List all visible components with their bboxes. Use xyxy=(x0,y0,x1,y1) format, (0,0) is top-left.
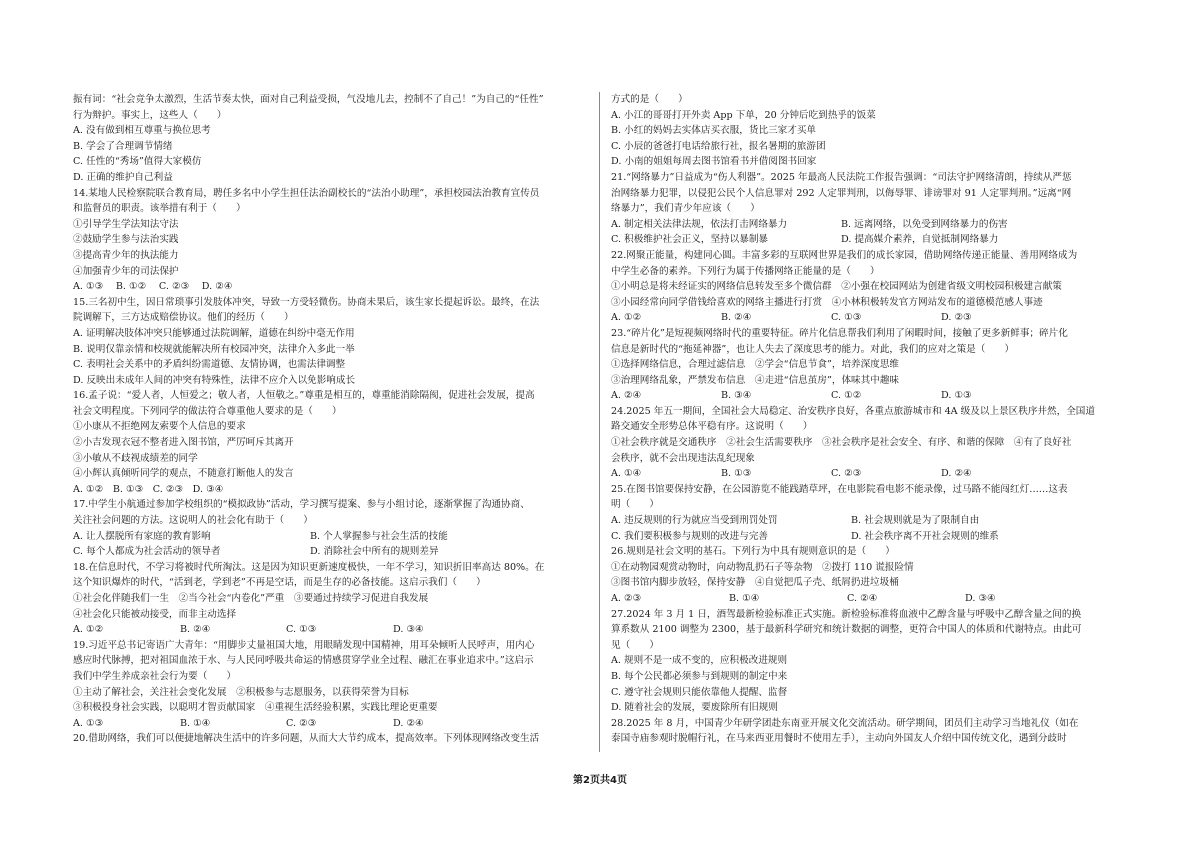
text-line: ①选择网络信息，合理过滤信息 ②学会“信息节食”，培养深度思维 xyxy=(611,359,900,371)
text-line: ③积极投身社会实践，以聪明才智贡献国家 ④重视生活经验积累，实践比理论更重要 xyxy=(73,702,438,714)
option-text: A. ②③ xyxy=(611,593,642,604)
text-line: 21.“网络暴力”日益成为“伤人利器”。2025 年最高人民法院工作报告强调：“司法守护网络清朗，持续从严惩 xyxy=(611,171,1072,183)
text-line xyxy=(73,716,618,732)
text-line: B. 说明仅靠亲情和校规就能解决所有校园冲突，法律介入多此一举 xyxy=(73,343,355,355)
text-line: 这个知识爆炸的时代，“活到老，学到老”不再是空话，而是生存的必备技能。这启示我们（ ） xyxy=(73,577,486,589)
option-text: B. 社会规则就是为了限制自由 xyxy=(851,515,980,527)
text-line: D. 正确的维护自己利益 xyxy=(73,171,173,183)
text-line: ①在动物园观赏动物时，向动物乱扔石子等杂物 ②拨打 110 谎报险情 xyxy=(611,561,914,573)
text-line: 18.在信息时代，不学习将被时代所淘汰。这是因为知识更新速度极快，一年不学习，知识折旧率高达 80%。在 xyxy=(73,561,545,573)
option-text: D. ①③ xyxy=(941,390,972,402)
text-line: 治网络暴力犯罪，以侵犯公民个人信息罪对 292 人定罪判刑，以侮辱罪、诽谤罪对 91 人定罪判刑。”远离“网 xyxy=(611,187,1072,199)
text-line: 28.2025 年 8 月，中国青少年研学团赴东南亚开展文化交流活动。研学期间，团员们主动学习当地礼仪（如在 xyxy=(611,717,1079,729)
option-text: B. ②④ xyxy=(721,312,752,324)
option-text: A. 让人摆脱所有家庭的教育影响 xyxy=(73,530,211,542)
text-line: 我们中学生养成亲社会行为要（ ） xyxy=(73,670,237,682)
text-line xyxy=(611,388,1159,404)
text-line: 27.2024 年 3 月 1 日，酒驾最新检验标准正式实施。新检验标准将血液中乙醇含量与呼吸中乙醇含量之间的换 xyxy=(611,608,1082,620)
text-line: 和监督员的职责。该举措有利于（ ） xyxy=(73,203,246,215)
text-line: D. 小南的姐姐每周去图书馆看书并借阅图书回家 xyxy=(611,156,817,168)
text-line: B. 学会了合理调节情绪 xyxy=(73,140,173,152)
option-text: D. ②④ xyxy=(393,717,424,729)
text-line: 17.中学生小航通过参加学校组织的“模拟政协”活动，学习撰写提案、参与小组讨论，逐渐掌握了沟通协商、 xyxy=(73,499,530,511)
option-text: D. 提高媒介素养，自觉抵制网络暴力 xyxy=(841,234,999,246)
text-line: D. 随着社会的发展，要废除所有旧规则 xyxy=(611,702,778,714)
text-line xyxy=(73,529,618,545)
text-line: 15.三名初中生，因日常琐事引发肢体冲突，导致一方受轻微伤。协商未果后，该生家长提起诉讼。最终，在法 xyxy=(73,296,540,308)
text-line: 24.2025 年五一期间，全国社会大局稳定、治安秩序良好，各重点旅游城市和 4A 级及以上景区秩序井然，全国道 xyxy=(611,405,1095,417)
option-text: A. ①② xyxy=(73,624,104,636)
text-line: 路交通安全形势总体平稳有序。这说明（ ） xyxy=(611,421,813,433)
text-line: 感应时代脉搏，把对祖国血浓于水、与人民同呼吸共命运的情感贯穿学业全过程、融汇在事业追求中。”这启示 xyxy=(73,655,534,667)
text-line: 泰国寺庙参观时脱帽行礼，在马来西亚用餐时不使用左手），主动向外国友人介绍中国传统文化，遇到分歧时 xyxy=(611,733,1067,745)
option-text: A. ①② xyxy=(611,312,642,324)
text-line: ①社会化伴随我们一生 ②当今社会“内卷化”严重 ③要通过持续学习促进自我发展 xyxy=(73,593,429,604)
text-line: ③提高青少年的执法能力 xyxy=(73,249,179,261)
text-line: 16.孟子说：“爱人者，人恒爱之；敬人者，人恒敬之。”尊重是相互的，尊重能消除隔阂，促进社会发展，提高 xyxy=(73,390,535,402)
text-line: C. 遵守社会规则只能依靠他人提醒、监督 xyxy=(611,686,788,698)
text-line: C. 小辰的爸爸打电话给旅行社，报名暑期的旅游团 xyxy=(611,140,826,152)
option-text: B. ③④ xyxy=(721,390,752,402)
text-line xyxy=(611,310,1159,326)
text-line: 25.在图书馆要保持安静，在公园游览不能践踏草坪，在电影院看电影不能录像，过马路不能闯红灯……这表 xyxy=(611,483,1068,495)
text-line: ①社会秩序就是交通秩序 ②社会生活需要秩序 ③社会秩序是社会安全、有序、和谐的保障 ④有了良好社 xyxy=(611,437,1072,449)
text-line xyxy=(611,513,1159,529)
text-line: A. 没有做到相互尊重与换位思考 xyxy=(73,125,211,137)
left-column xyxy=(73,92,618,747)
option-text: A. ①③ xyxy=(73,717,104,729)
text-line: 行为辩护。事实上，这些人（ ） xyxy=(73,109,227,121)
text-line xyxy=(611,466,1159,482)
text-line: 19.习近平总书记寄语广大青年：“用脚步丈量祖国大地，用眼睛发现中国精神，用耳朵倾听人民呼声，用内心 xyxy=(73,639,535,651)
option-text: B. 个人掌握参与社会生活的技能 xyxy=(310,530,448,542)
option-text: B. ①④ xyxy=(729,593,760,604)
text-line: A. ①③ B. ①② C. ②③ D. ②④ xyxy=(73,281,233,293)
text-line: ①引导学生学法知法守法 xyxy=(73,218,179,230)
option-text: C. ②④ xyxy=(847,593,878,604)
text-line: 22.网聚正能量，构建同心圆。丰富多彩的互联网世界是我们的成长家园，借助网络传递正能量、善用网络成为 xyxy=(611,249,1078,261)
option-text: A. ②④ xyxy=(611,390,642,402)
text-line: D. 反映出未成年人间的冲突有特殊性，法律不应介入以免影响成长 xyxy=(73,374,356,386)
text-line: 算系数从 2100 调整为 2300，基于最新科学研究和统计数据的调整，更符合中国人的体质和代谢特点。由此可 xyxy=(611,624,1082,636)
text-line xyxy=(73,544,618,560)
option-text: C. ①③ xyxy=(831,312,862,324)
text-line: 20.借助网络，我们可以便捷地解决生活中的许多问题，从而大大节约成本，提高效率。下列体现网络改变生活 xyxy=(73,733,540,745)
text-line: 明（ ） xyxy=(611,499,659,511)
text-line: ④社会化只能被动接受，而非主动选择 xyxy=(73,608,237,620)
text-line: ③小敏从不歧视成绩差的同学 xyxy=(73,452,198,464)
text-line: A. 小江的哥哥打开外卖 App 下单，20 分钟后吃到热乎的饭菜 xyxy=(611,109,876,121)
text-line: 络暴力”，我们青少年应该（ ） xyxy=(611,203,760,215)
text-line: 14.某地人民检察院联合教育局，聘任多名中小学生担任法治副校长的“法治小助理”，承担校园法治教育宣传员 xyxy=(73,187,540,199)
text-line: C. 表明社会关系中的矛盾纠纷需道德、友情协调，也需法律调整 xyxy=(73,359,346,371)
text-line: 社会文明程度。下列同学的做法符合尊重他人要求的是（ ） xyxy=(73,405,342,417)
text-line xyxy=(611,217,1159,233)
text-line: ②小吉发现衣冠不整者进入图书馆，严厉呵斥其离开 xyxy=(73,437,294,449)
right-column xyxy=(611,92,1159,747)
option-text: C. 积极维护社会正义，坚持以暴制暴 xyxy=(611,234,769,246)
option-text: D. ②④ xyxy=(941,468,972,480)
text-line: ④小辉认真倾听同学的观点，不随意打断他人的发言 xyxy=(73,468,294,480)
text-line: 信息是新时代的“拖延神器”，也让人失去了深度思考的能力。对此，我们的应对之策是（ ） xyxy=(611,343,1015,355)
text-line: ③治理网络乱象，严禁发布信息 ④走进“信息茧房”，体味其中趣味 xyxy=(611,374,900,386)
text-line: 关注社会问题的方法。这说明人的社会化有助于（ ） xyxy=(73,515,313,527)
option-text: C. 每个人都成为社会活动的领导者 xyxy=(73,546,221,558)
text-line: B. 每个公民都必须参与到规则的制定中来 xyxy=(611,670,788,682)
text-line: ②鼓励学生参与法治实践 xyxy=(73,234,179,246)
text-line: 方式的是（ ） xyxy=(611,94,688,105)
text-line: ③图书馆内脚步放轻，保持安静 ④自觉把瓜子壳、纸屑扔进垃圾桶 xyxy=(611,577,899,589)
option-text: C. ②③ xyxy=(831,468,862,480)
option-text: D. 社会秩序离不开社会规则的维系 xyxy=(851,530,999,542)
option-text: C. ①② xyxy=(831,390,862,402)
text-line: A. 证明解决肢体冲突只能够通过法院调解，道德在纠纷中毫无作用 xyxy=(73,327,355,339)
text-line xyxy=(73,622,618,638)
option-text: B. ②④ xyxy=(180,624,211,636)
text-line: ①小明总是将未经证实的网络信息转发至多个微信群 ②小强在校园网站为创建省级文明校园积极建言献策 xyxy=(611,281,1062,293)
text-line: A. ①② B. ①③ C. ②③ D. ③④ xyxy=(73,483,224,495)
text-line: A. 规则不是一成不变的，应积极改进规则 xyxy=(611,655,788,667)
text-line: 见（ ） xyxy=(611,639,659,651)
option-text: D. ③④ xyxy=(965,593,996,604)
option-text: C. 我们要积极参与规则的改进与完善 xyxy=(611,530,769,542)
text-line: 会秩序，就不会出现违法乱纪现象 xyxy=(611,452,755,464)
option-text: D. 消除社会中所有的规则差异 xyxy=(310,546,439,558)
option-text: B. ①④ xyxy=(180,717,211,729)
option-text: B. 远离网络，以免受到网络暴力的伤害 xyxy=(841,218,1008,230)
option-text: C. ①③ xyxy=(286,624,317,636)
option-text: A. ①④ xyxy=(611,468,642,480)
option-text: D. ②③ xyxy=(941,312,972,324)
text-line: 26.规则是社会文明的基石。下列行为中具有规则意识的是（ ） xyxy=(611,546,895,558)
option-text: C. ②③ xyxy=(286,717,317,729)
option-text: D. ③④ xyxy=(393,624,424,636)
text-line: C. 任性的“秀场”值得大家模仿 xyxy=(73,156,202,168)
option-text: A. 违反规则的行为就应当受到刑罚处罚 xyxy=(611,515,778,527)
text-line: B. 小红的妈妈去实体店买衣服，货比三家才买单 xyxy=(611,125,817,137)
text-line: 23.“碎片化”是短视频网络时代的重要特征。碎片化信息帮我们利用了闲暇时间，接触了更多新鲜事；碎片化 xyxy=(611,327,1068,339)
text-line: 中学生必备的素养。下列行为属于传播网络正能量的是（ ） xyxy=(611,265,880,277)
text-line: 振有词：“社会竞争太激烈，生活节奏太快，面对自己利益受损，气没地儿去，控制不了自己！”为自己的“任性” xyxy=(73,94,544,105)
text-line xyxy=(611,232,1159,248)
text-line: 院调解下，三方达成赔偿协议。他们的经历（ ） xyxy=(73,312,294,324)
page-footer: 第2页共4页 xyxy=(573,775,627,786)
text-line xyxy=(611,591,1159,607)
text-line: ④加强青少年的司法保护 xyxy=(73,265,179,277)
text-line xyxy=(611,529,1159,545)
option-text: A. 制定相关法律法规，依法打击网络暴力 xyxy=(611,218,788,230)
text-line: ③小园经常向同学借钱给喜欢的网络主播进行打赏 ④小林积极转发官方网站发布的道德模范感人事迹 xyxy=(611,296,1043,308)
text-line: ①小康从不拒绝网友索要个人信息的要求 xyxy=(73,421,246,433)
text-line: ①主动了解社会，关注社会变化发展 ②积极参与志愿服务，以获得荣誉为目标 xyxy=(73,686,409,698)
column-divider xyxy=(599,92,600,752)
option-text: B. ①③ xyxy=(721,468,752,480)
